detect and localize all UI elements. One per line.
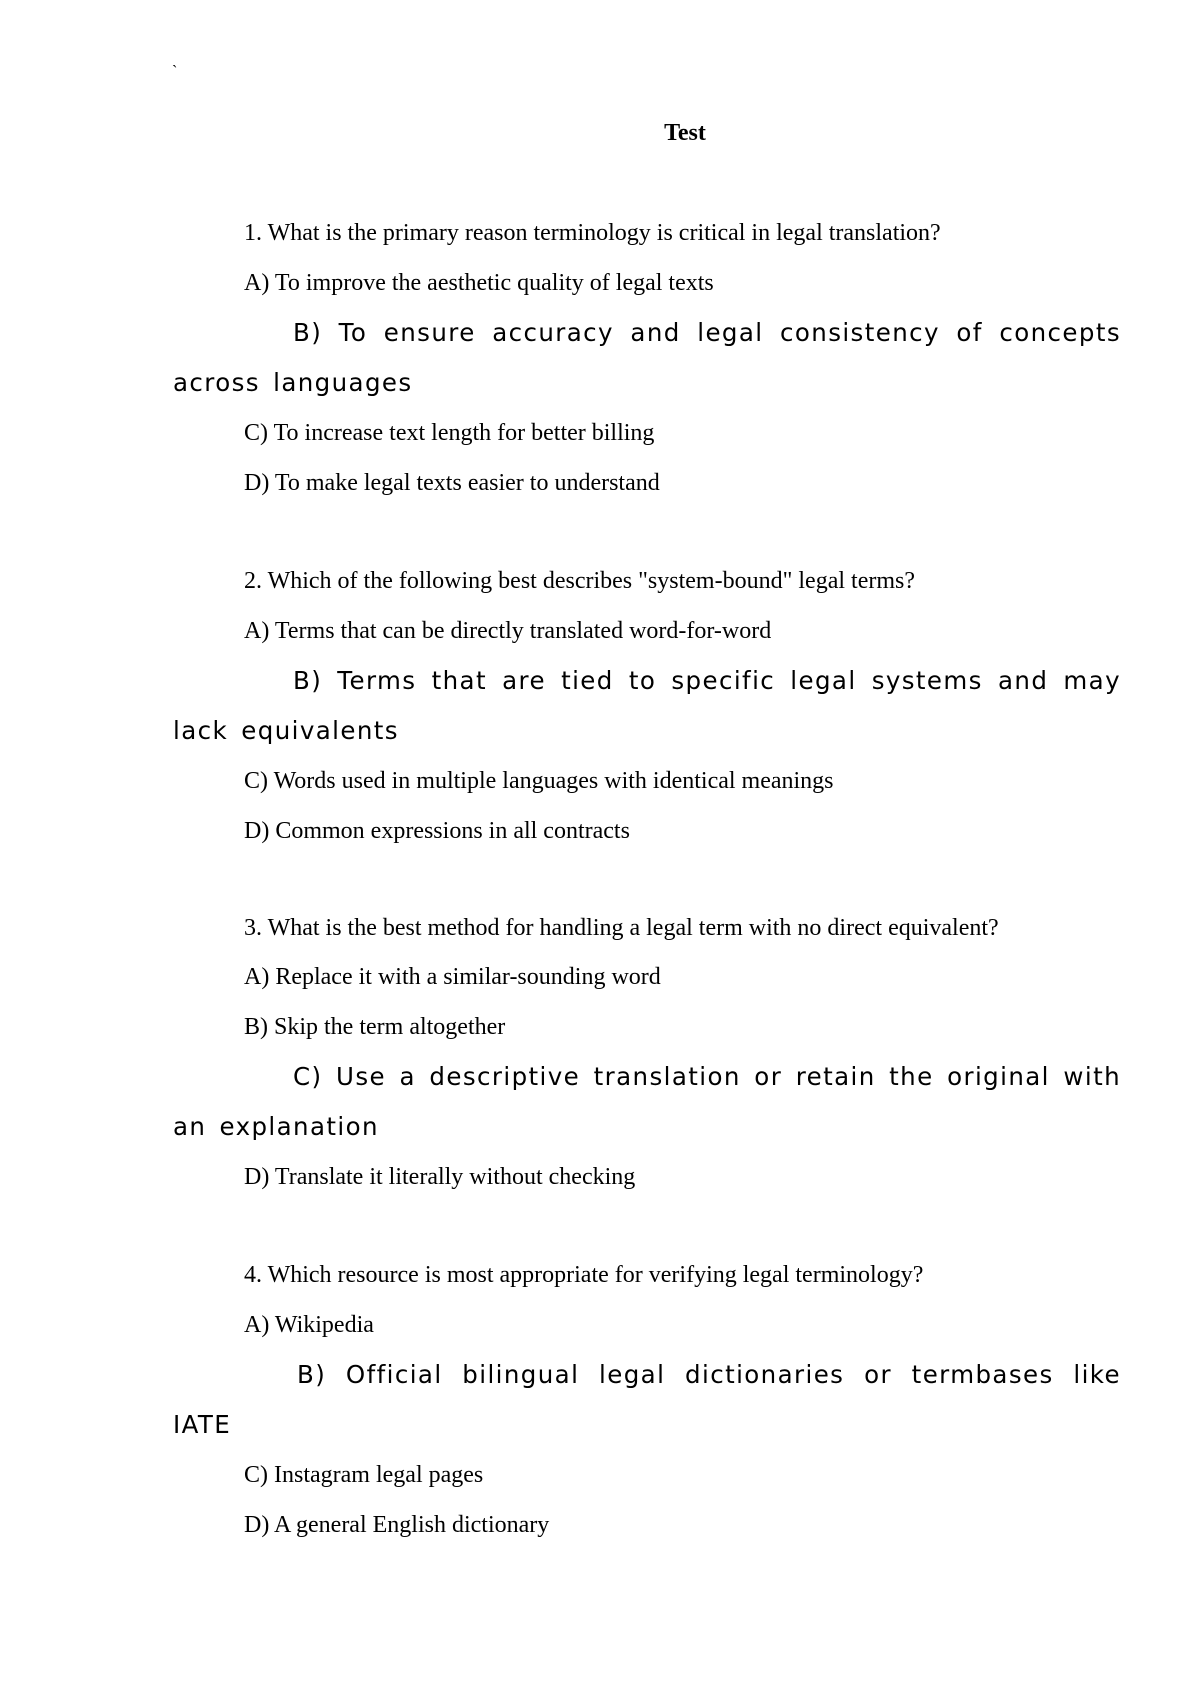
option-b: B) Official bilingual legal dictionaries or termbases like IATE [173,1360,1121,1439]
question-block [173,1250,1121,1550]
test-body [173,208,1121,1550]
question-text: 4. Which resource is most appropriate for verifying legal terminology? [244,1262,924,1288]
option-c: C) Use a descriptive translation or retain the original with an explanation [173,1062,1121,1141]
option-a: A) Wikipedia [244,1312,374,1338]
option-a: A) Terms that can be directly translated word-for-word [244,618,772,644]
question-block [173,208,1121,508]
option-d: D) A general English dictionary [244,1512,550,1538]
option-c: C) To increase text length for better billing [244,420,655,446]
spacer [173,1202,1121,1250]
option-c: C) Words used in multiple languages with identical meanings [244,768,834,794]
option-d: D) Common expressions in all contracts [244,818,630,844]
question-block [173,904,1121,1202]
option-d: D) Translate it literally without checking [244,1164,636,1190]
spacer [173,508,1121,556]
option-c: C) Instagram legal pages [244,1462,484,1488]
option-d: D) To make legal texts easier to understand [244,470,660,496]
spacer [173,856,1121,904]
option-a: A) Replace it with a similar-sounding word [244,964,661,990]
option-b: B) Skip the term altogether [244,1014,506,1040]
option-b: B) To ensure accuracy and legal consistency of concepts across languages [173,318,1121,397]
corner-mark: ` [172,63,178,80]
question-text: 1. What is the primary reason terminology is critical in legal translation? [244,220,941,246]
page-title: Test [664,120,706,146]
option-b: B) Terms that are tied to specific legal systems and may lack equivalents [173,666,1121,745]
option-a: A) To improve the aesthetic quality of legal texts [244,270,714,296]
question-text: 3. What is the best method for handling a legal term with no direct equivalent? [244,915,999,941]
question-block [173,556,1121,856]
question-text: 2. Which of the following best describes "system-bound" legal terms? [244,568,916,594]
